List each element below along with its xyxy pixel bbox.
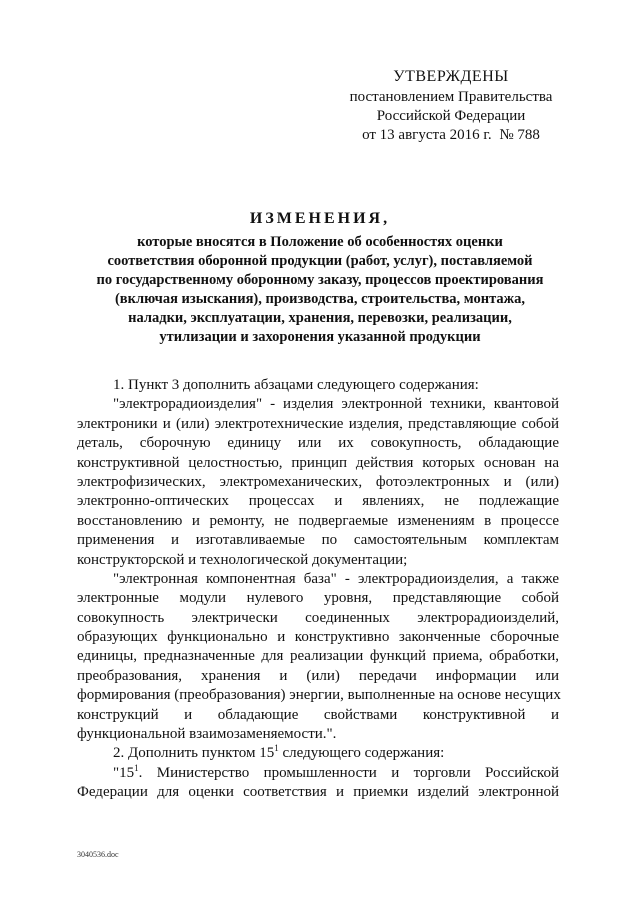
approval-line-2: Российской Федерации [376,108,526,124]
body-line: конструктивной целостностью, принцип действия которых основан на [77,454,559,471]
body-line: образующих функционально и конструктивно законченные сборочные [77,629,559,646]
body-line: единицы, предназначенные для реализации функций приема, обработки, [77,648,559,665]
body-line: деталь, сборочную единицу или их совокупность, обладающие [77,435,559,452]
item-2-heading-superscript: 1 [274,743,279,754]
item-2-heading-suffix: следующего содержания: [278,745,445,762]
body-line: "электронная компонентная база" - электрорадиоизделия, а также [113,570,559,587]
approval-heading: УТВЕРЖДЕНЫ [393,68,509,85]
body-line: электроники и (или) электротехнические изделия, представляющие собой [77,415,559,432]
title-line: наладки, эксплуатации, хранения, перевозки, реализации, [128,310,512,326]
body-line: формирования (преобразования) энергии, выполненные на основе несущих [77,687,561,704]
item-2-quote-rest: . Министерство промышленности и торговли Российской [138,764,559,781]
document-title-block [60,209,580,347]
body-line: электронно-оптических процессах и явлениях, не подлежащие [77,493,559,510]
approval-date: от 13 августа 2016 г. [362,127,492,143]
item-2-quote-prefix: "15 [113,764,135,781]
document-title: ИЗМЕНЕНИЯ, [249,210,391,227]
approval-date-line [336,126,566,145]
title-line: (включая изыскания), производства, строительства, монтажа, [114,291,526,307]
body-line: конструкций и обладающие свойствами конструктивной и [77,706,559,723]
body-line: Федерации для оценки соответствия и приемки изделий электронной [77,784,559,801]
body-line: электрофизических, электромеханических, фотоэлектронных и (или) [77,473,559,490]
body-line: применения и изготавливаемые по самостоятельным комплектам [77,532,559,549]
approval-number: № 788 [499,127,540,143]
body-line: электронные модули нулевого уровня, представляющие собой [77,590,559,607]
item-2-quote-line [77,764,559,783]
body-line: преобразования, хранения и (или) передачи информации или [77,667,559,684]
body-line: совокупность электрически соединенных электрорадиоизделий, [77,609,559,626]
item-2-quote-superscript: 1 [134,762,139,773]
approval-block [336,67,566,145]
title-line: соответствия оборонной продукции (работ, услуг), поставляемой [107,253,533,269]
body-line: восстановлению и ремонту, не подвергаемые изменениям в процессе [77,512,559,529]
approval-line-1: постановлением Правительства [349,89,553,105]
title-line: утилизации и захоронения указанной продукции [159,329,481,345]
body-line: конструкторской и технологической документации; [77,551,408,568]
item-2-heading [77,744,559,763]
title-line: по государственному оборонному заказу, процессов проектирования [96,272,544,288]
body-line: "электрорадиоизделия" - изделия электронной техники, квантовой [113,396,559,413]
body-line: функциональной взаимозаменяемости.". [77,726,337,743]
document-body [77,376,559,803]
item-2-heading-prefix: 2. Дополнить пунктом 15 [113,745,275,762]
item-1-heading: 1. Пункт 3 дополнить абзацами следующего содержания: [113,377,479,393]
footer-file-name: 3040536.doc [77,850,119,859]
title-line: которые вносятся в Положение об особенностях оценки [137,234,503,250]
